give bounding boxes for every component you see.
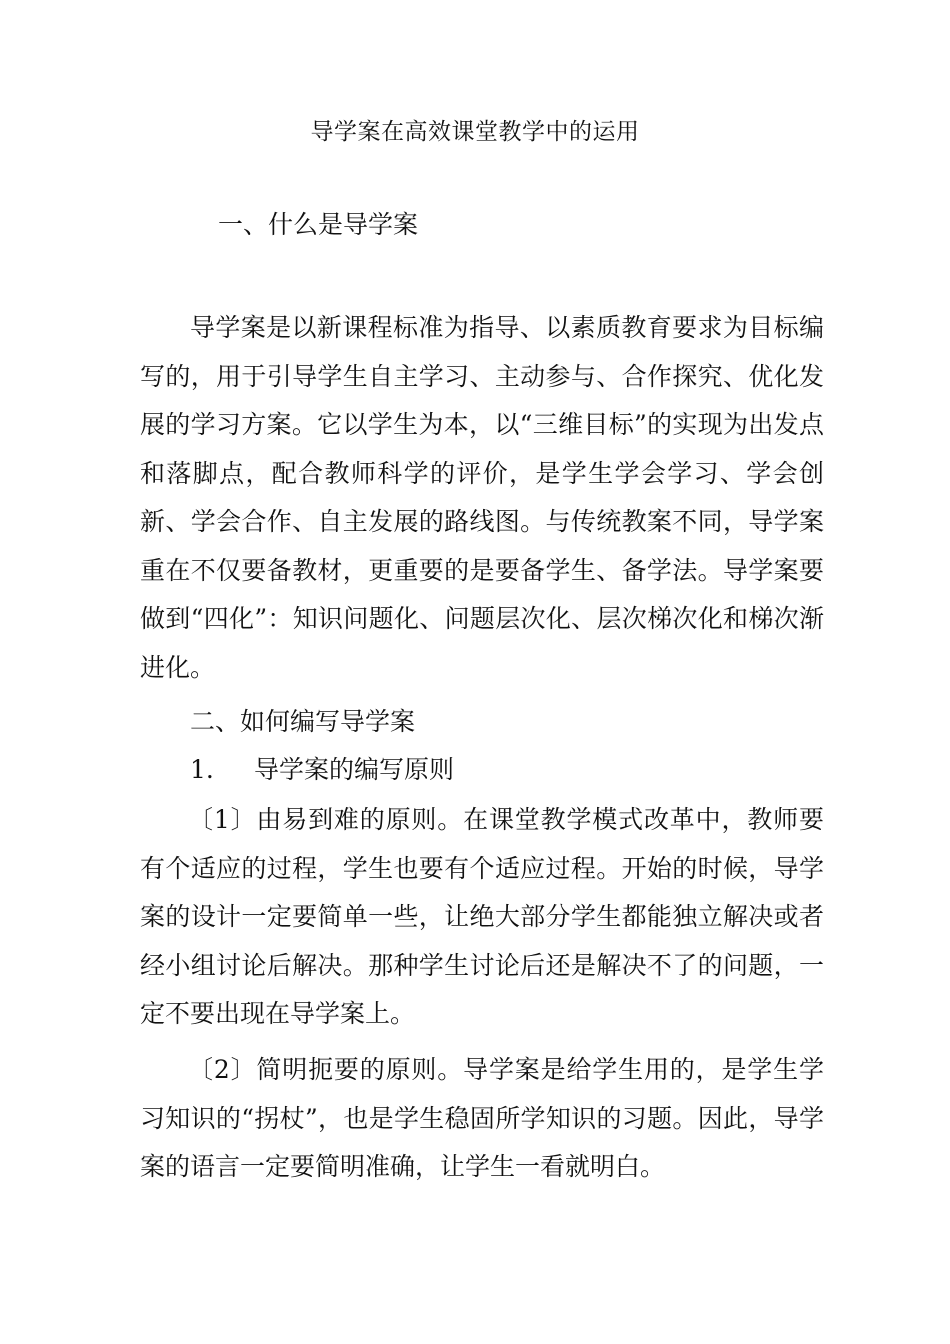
section-heading-how-to-write: 二、如何编写导学案 (190, 707, 416, 736)
section-heading-what-is: 一、什么是导学案 (218, 210, 419, 239)
subsection-heading-principles (190, 746, 454, 794)
section-paragraph-definition: 导学案是以新课程标准为指导、以素质教育要求为目标编写的，用于引导学生自主学习、主动参与、合作探究、优化发展的学习方案。它以学生为本，以“三维目标”的实现为出发点和落脚点，配合教师科学的评价，是学生学会学习、学会创新、学会合作、自主发展的路线图。与传统教案不同，导学案重在不仅要备教材，更重要的是要备学生、备学法。导学案要做到“四化”：知识问题化、问题层次化、层次梯次化和梯次渐进化。 (140, 313, 824, 682)
subsection-number: 1. (190, 755, 214, 784)
principle-paragraph-concise: 〔2〕简明扼要的原则。导学案是给学生用的，是学生学习知识的“拐杖”，也是学生稳固所学知识的习题。因此，导学案的语言一定要简明准确，让学生一看就明白。 (140, 1055, 824, 1181)
document-title: 导学案在高效课堂教学中的运用 (310, 119, 640, 145)
principle-paragraph-easy-to-hard: 〔1〕由易到难的原则。在课堂教学模式改革中，教师要有个适应的过程，学生也要有个适应过程。开始的时候，导学案的设计一定要简单一些，让绝大部分学生都能独立解决或者经小组讨论后解决。那种学生讨论后还是解决不了的问题，一定不要出现在导学案上。 (140, 805, 824, 1028)
subsection-title: 导学案的编写原则 (254, 755, 455, 784)
